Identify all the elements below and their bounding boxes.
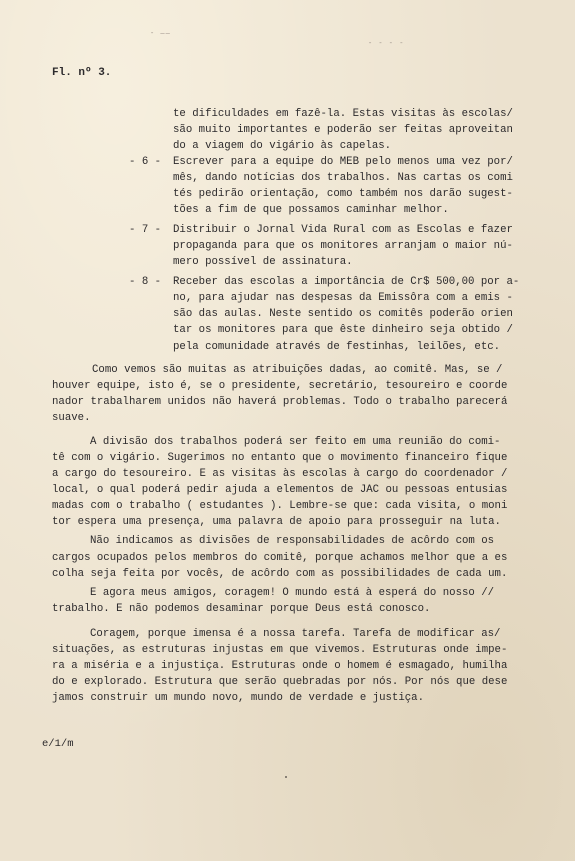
text-line: situações, as estruturas injustas em que vivemos. Estruturas onde impe- xyxy=(52,644,508,656)
text-line: Distribuir o Jornal Vida Rural com as Escolas e fazer xyxy=(173,224,513,236)
text-line: cargos ocupados pelos membros do comitê, porque achamos melhor que a es xyxy=(52,552,508,564)
text-line: são muito importantes e poderão ser feitas aproveitan xyxy=(173,124,513,136)
text-line: E agora meus amigos, coragem! O mundo está à esperá do nosso // xyxy=(90,587,495,599)
text-line: no, para ajudar nas despesas da Emissôra com a emis - xyxy=(173,292,513,304)
text-line: tar os monitores para que êste dinheiro seja obtido / xyxy=(173,324,513,336)
ink-speck xyxy=(285,776,287,778)
text-line: suave. xyxy=(52,412,91,424)
text-line: te dificuldades em fazê-la. Estas visitas às escolas/ xyxy=(173,108,513,120)
text-line: mês, dando notícias dos trabalhos. Nas cartas os comi xyxy=(173,172,513,184)
text-line: Como vemos são muitas as atribuições dadas, ao comitê. Mas, se / xyxy=(92,364,503,376)
text-line: Coragem, porque imensa é a nossa tarefa. Tarefa de modificar as/ xyxy=(90,628,501,640)
text-line: a cargo do tesoureiro. E as visitas às escolas à cargo do coordenador / xyxy=(52,468,508,480)
item-number: - 8 - xyxy=(129,276,162,288)
text-line: Não indicamos as divisões de responsabilidades de acôrdo com os xyxy=(90,535,495,547)
item-number: - 7 - xyxy=(129,224,162,236)
text-line: Escrever para a equipe do MEB pelo menos uma vez por/ xyxy=(173,156,513,168)
typist-initials: e/1/m xyxy=(42,738,74,750)
text-line: houver equipe, isto é, se o presidente, secretário, tesoureiro e coorde xyxy=(52,380,508,392)
text-line: tê com o vigário. Sugerimos no entanto que o movimento financeiro fique xyxy=(52,452,508,464)
text-line: são das aulas. Neste sentido os comitês poderão orien xyxy=(173,308,513,320)
ink-smudge: - - - - xyxy=(368,40,405,48)
text-line: ra a miséria e a injustiça. Estruturas onde o homem é esmagado, humilha xyxy=(52,660,508,672)
text-line: local, o qual poderá pedir ajuda a elementos de JAC ou pessoas entusias xyxy=(52,484,508,496)
text-line: do e explorado. Estrutura que serão quebradas por nós. Por nós que dese xyxy=(52,676,508,688)
text-line: tor espera uma presença, uma palavra de apoio para prosseguir na luta. xyxy=(52,516,501,528)
text-line: do a viagem do vigário às capelas. xyxy=(173,140,392,152)
ink-smudge: - —— xyxy=(150,30,171,38)
text-line: colha seja feita por vocês, de acôrdo com as possibilidades de cada um. xyxy=(52,568,508,580)
text-line: pela comunidade através de festinhas, leilões, etc. xyxy=(173,341,501,353)
item-number: - 6 - xyxy=(129,156,162,168)
text-line: propaganda para que os monitores arranjam o maior nú- xyxy=(173,240,513,252)
text-line: jamos construir um mundo novo, mundo de verdade e justiça. xyxy=(52,692,424,704)
text-line: trabalho. E não podemos desaminar porque Deus está conosco. xyxy=(52,603,431,615)
text-line: madas com o trabalho ( estudantes ). Lembre-se que: cada visita, o moni xyxy=(52,500,508,512)
text-line: A divisão dos trabalhos poderá ser feito em uma reunião do comi- xyxy=(90,436,501,448)
text-line: Receber das escolas a importância de Cr$ 500,00 por a- xyxy=(173,276,520,288)
text-line: mero possível de assinatura. xyxy=(173,256,353,268)
text-line: tões a fim de que possamos caminhar melhor. xyxy=(173,204,449,216)
text-line: tés pedirão orientação, como também nos darão sugest- xyxy=(173,188,513,200)
text-line: nador trabalharem unidos não haverá problemas. Todo o trabalho parecerá xyxy=(52,396,508,408)
page-reference: Fl. nº 3. xyxy=(52,67,112,79)
